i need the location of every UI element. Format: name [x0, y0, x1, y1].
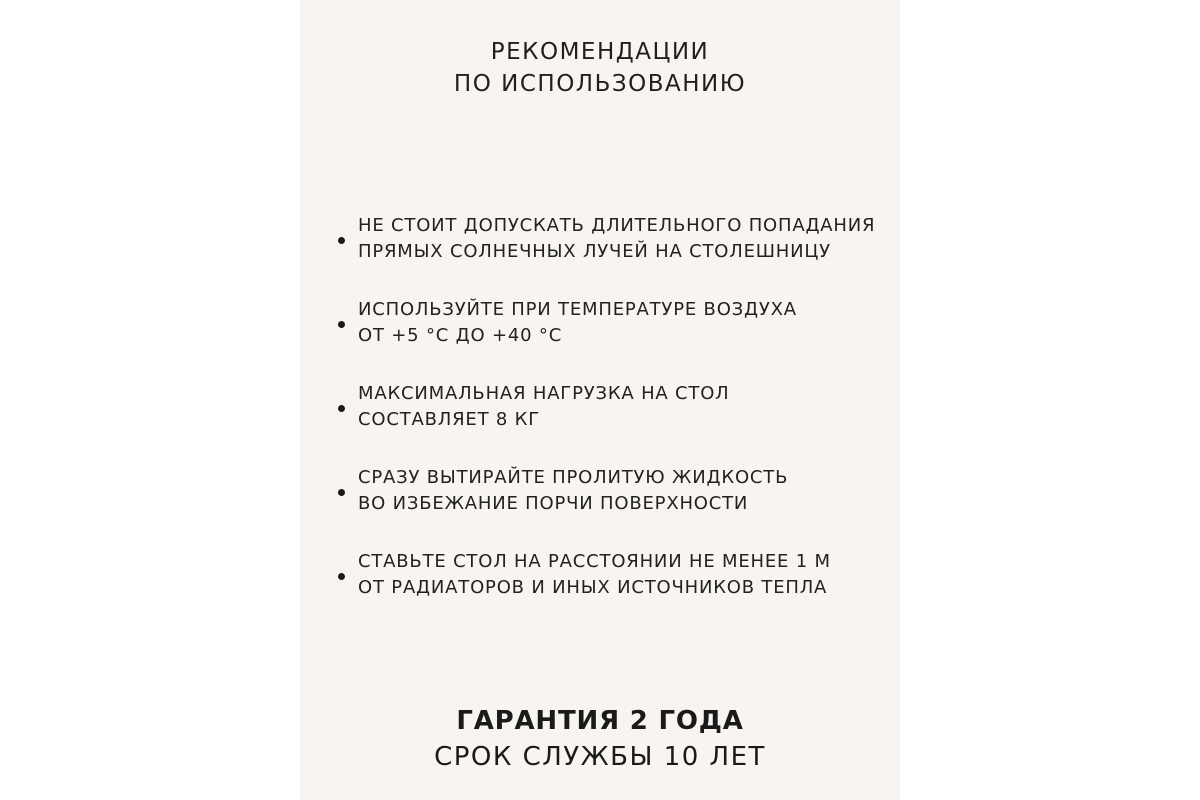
- bullet-icon: [338, 573, 345, 580]
- page-title-line-1: РЕКОМЕНДАЦИИ: [490, 39, 710, 65]
- list-item-line-2: ОТ +5 °С ДО +40 °С: [358, 325, 563, 346]
- list-item-line-1: НЕ СТОИТ ДОПУСКАТЬ ДЛИТЕЛЬНОГО ПОПАДАНИЯ: [358, 215, 876, 236]
- tips-list: [300, 213, 900, 633]
- list-item: [300, 465, 900, 549]
- list-item: [300, 381, 900, 465]
- list-item-line-1: МАКСИМАЛЬНАЯ НАГРУЗКА НА СТОЛ: [358, 383, 730, 404]
- list-item: [300, 549, 900, 633]
- list-item-line-1: ИСПОЛЬЗУЙТЕ ПРИ ТЕМПЕРАТУРЕ ВОЗДУХА: [358, 299, 797, 320]
- list-item-text: [358, 297, 898, 349]
- list-item-line-2: ПРЯМЫХ СОЛНЕЧНЫХ ЛУЧЕЙ НА СТОЛЕШНИЦУ: [358, 241, 831, 262]
- bullet-icon: [338, 321, 345, 328]
- page-title: [300, 36, 900, 100]
- list-item: [300, 213, 900, 297]
- list-item-line-1: СТАВЬТЕ СТОЛ НА РАССТОЯНИИ НЕ МЕНЕЕ 1 М: [358, 551, 831, 572]
- warranty-text: ГАРАНТИЯ 2 ГОДА: [456, 706, 744, 736]
- list-item-text: [358, 549, 898, 601]
- list-item-line-2: ОТ РАДИАТОРОВ И ИНЫХ ИСТОЧНИКОВ ТЕПЛА: [358, 577, 828, 598]
- list-item-text: [358, 381, 898, 433]
- list-item-text: [358, 213, 898, 265]
- page-title-line-2: ПО ИСПОЛЬЗОВАНИЮ: [453, 71, 747, 97]
- list-item-text: [358, 465, 898, 517]
- recommendations-card: [300, 0, 900, 800]
- service-life-text: СРОК СЛУЖБЫ 10 ЛЕТ: [434, 742, 766, 772]
- bullet-icon: [338, 489, 345, 496]
- list-item-line-2: ВО ИЗБЕЖАНИЕ ПОРЧИ ПОВЕРХНОСТИ: [358, 493, 749, 514]
- list-item-line-2: СОСТАВЛЯЕТ 8 КГ: [358, 409, 541, 430]
- bullet-icon: [338, 237, 345, 244]
- list-item: [300, 297, 900, 381]
- list-item-line-1: СРАЗУ ВЫТИРАЙТЕ ПРОЛИТУЮ ЖИДКОСТЬ: [358, 467, 789, 488]
- bullet-icon: [338, 405, 345, 412]
